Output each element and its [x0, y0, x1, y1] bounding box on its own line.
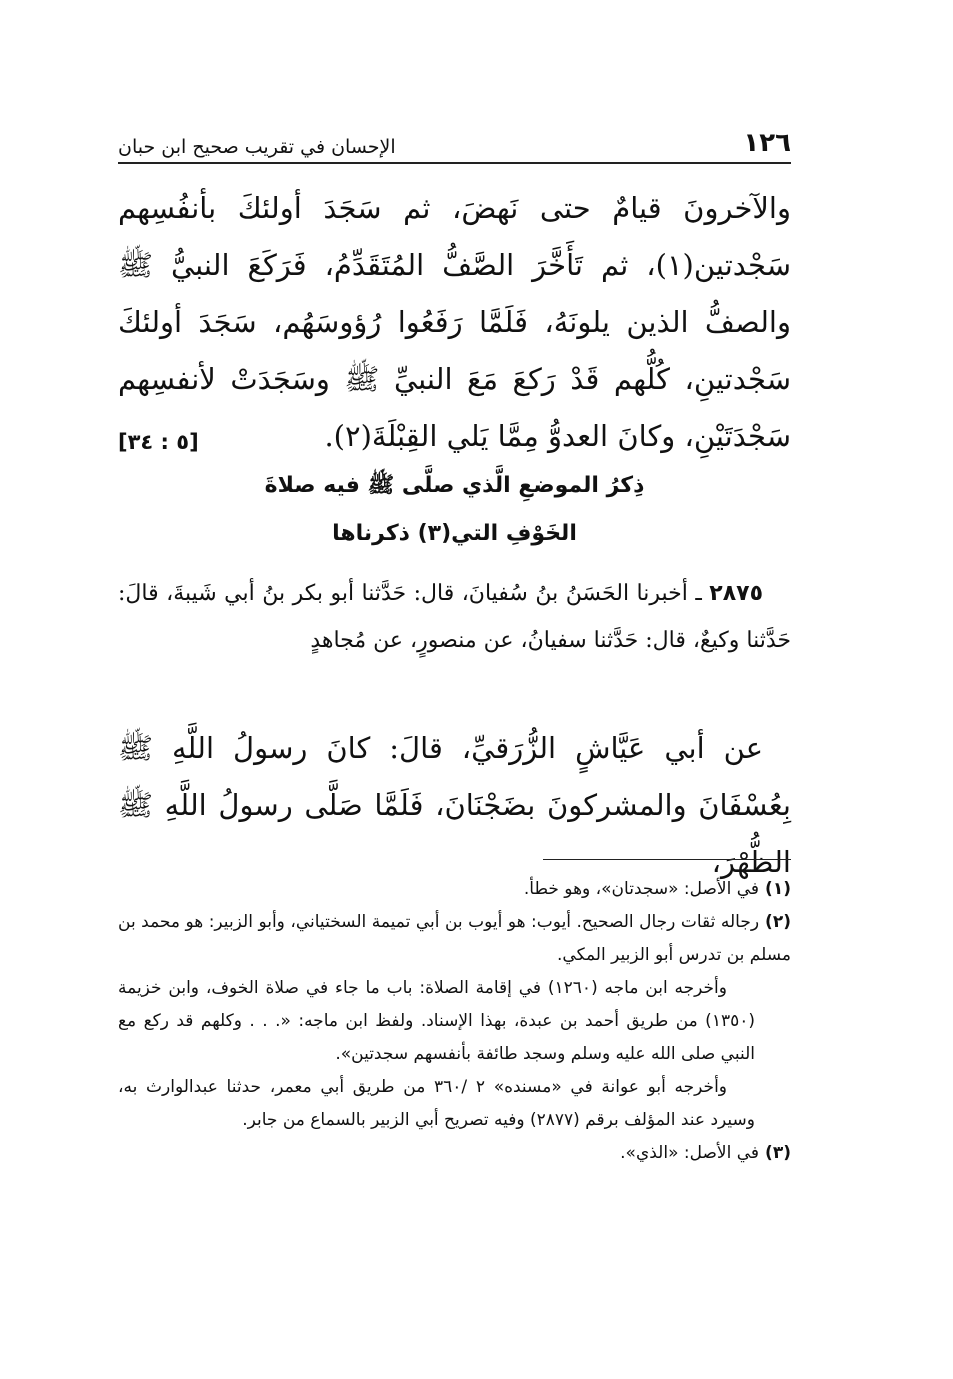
- footnote-separator: [543, 859, 791, 860]
- hadith-matn-block: [118, 720, 791, 891]
- page-number: ١٢٦: [743, 128, 791, 158]
- running-title: الإحسان في تقريب صحيح ابن حبان: [118, 136, 396, 158]
- footnotes: [118, 873, 791, 1170]
- hadith-isnad: [118, 570, 791, 664]
- hadith-isnad-text: ـ أخبرنا الحَسَنُ بنُ سُفيانَ، قال: حَدَّثنا أبو بكر بنُ أبي شَيبةَ، قالَ: حَدَّثنا وكيعٌ، قال: حَدَّثنا سفيانُ، عن منصورٍ، عن مُجاهدٍ: [118, 581, 791, 653]
- heading-line-2: الخَوْفِ التي(٣) ذكرناها: [332, 521, 577, 546]
- footnote-3: [118, 1137, 791, 1170]
- main-paragraph-text: والآخرونَ قيامٌ حتى نَهضَ، ثم سَجَدَ أولئكَ بأنفُسِهم سَجْدتين(١)، ثم تَأَخَّرَ الصَّفُّ المُتَقَدِّمُ، فَرَكَعَ النبيُّ ﷺ والصفُّ الذين يلونَهُ، فَلَمَّا رَفَعُوا رُؤوسَهُم، سَجَدَ أولئكَ سَجْدتينِ، كُلُّهم قَدْ رَكعَ مَعَ النبيِّ ﷺ وسَجَدَتْ لأنفسِهم سَجْدَتَيْنِ، وكانَ العدوُّ مِمَّا يَلي القِبْلَةَ(٢).: [118, 191, 791, 453]
- footnote-2-text-1: رجاله ثقات رجال الصحيح. أيوب: هو أيوب بن أبي تميمة السختياني، وأبو الزبير: هو محمد بن مسلم بن تدرس أبو الزبير المكي.: [118, 912, 791, 965]
- main-paragraph: [118, 180, 791, 465]
- main-text-block: [118, 180, 791, 471]
- hadith-matn: عن أبي عَيَّاشٍ الزُّرَقيِّ، قالَ: كانَ رسولُ اللَّهِ ﷺ بِعُسْفَانَ والمشركونَ بضَجْنَانَ، فَلَمَّا صَلَّى رسولُ اللَّهِ ﷺ الظُّهْرَ،: [118, 731, 791, 879]
- section-heading: [118, 462, 791, 558]
- footnote-1: [118, 873, 791, 906]
- heading-line-1: ذِكرُ الموضعِ الَّذي صلَّى ﷺ فيه صلاةَ: [264, 473, 645, 498]
- footnote-3-number: (٣): [765, 1143, 791, 1163]
- footnote-2-number: (٢): [765, 912, 791, 932]
- footnote-1-number: (١): [765, 879, 791, 899]
- footnote-2-text-2: وأخرجه ابن ماجه (١٢٦٠) في إقامة الصلاة: باب ما جاء في صلاة الخوف، وابن خزيمة (١٣٥٠) من طريق أحمد بن عبدة، بهذا الإسناد. ولفظ ابن ماجه: «. . . وكلهم قد ركع مع النبي صلى الله عليه وسلم وسجد طائفة بأنفسهم سجدتين».: [118, 978, 755, 1064]
- citation-reference: [٥ : ٣٤]: [118, 430, 199, 454]
- page-header: [118, 118, 791, 164]
- footnote-2-text-3: وأخرجه أبو عوانة في «مسنده» ٢ /٣٦٠ من طريق أبي معمر، حدثنا عبدالوارث به، وسيرد عند المؤلف برقم (٢٨٧٧) وفيه تصريح أبي الزبير بالسماع من جابر.: [118, 1077, 755, 1130]
- footnote-1-text: في الأصل: «سجدتان»، وهو خطأ.: [523, 879, 760, 899]
- hadith-number: ٢٨٧٥: [709, 581, 763, 606]
- hadith-isnad-block: [118, 570, 791, 664]
- footnote-2: [118, 906, 791, 972]
- footnote-3-text: في الأصل: «الذي».: [620, 1143, 760, 1163]
